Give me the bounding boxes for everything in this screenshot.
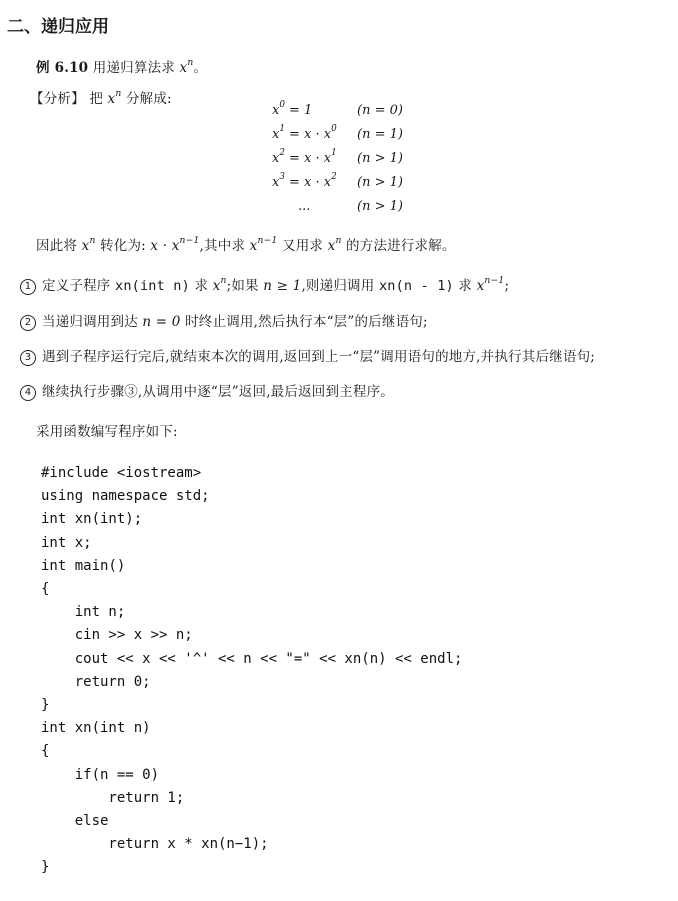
analysis-line: 【分析】 把 $x^n$ 分解成: [30,88,172,107]
step-1: 1 定义子程序 xn(int n) 求 $x^n$;如果 n ≥ 1,则递归调用 xn(n - 1) 求 $x^{n-1}$; [20,274,509,295]
equation-lhs: $x^2 = x \cdot x^1$ [272,148,337,166]
code-line: return 0; [41,673,151,690]
code-line: else [41,813,109,829]
analysis-power: $x^n$ [107,88,122,107]
step-4: 4 继续执行步骤③,从调用中逐“层”返回,最后返回到主程序。 [20,380,394,401]
step-3: 3 遇到子程序运行完后,就结束本次的调用,返回到上一“层”调用语句的地方,并执行其后继语句; [20,345,595,366]
equation-row [0,100,678,123]
code-line: cin >> x >> n; [41,627,193,644]
conversion-line: 因此将 $x^n$ 转化为: $x \cdot x^{n-1}$,其中求 $x^{n-1}$ 又用求 $x^n$ 的方法进行求解。 [36,235,456,254]
equation-lhs: $x^3 = x \cdot x^2$ [272,172,337,190]
section-heading: 二、递归应用 [7,17,109,37]
example-label: 例 6.10 [36,60,89,76]
code-line: int main() [41,557,126,574]
code-line: int x; [41,534,92,551]
code-line: } [41,859,50,876]
code-line: int xn(int); [41,511,143,528]
code-line: return 1; [41,789,185,806]
code-line: { [41,743,50,760]
equation-condition: (n = 1) [357,127,403,142]
equation-lhs: $x^0 = 1$ [272,100,313,118]
equation-row [0,199,678,219]
equation-row [0,172,678,195]
code-line: return x * xn(n−1); [41,836,269,853]
equation-condition: (n > 1) [357,151,403,166]
equation-lhs: ... [298,199,311,214]
analysis-label: 【分析】 [30,91,85,107]
equation-condition: (n > 1) [357,199,403,214]
code-line: } [41,697,50,713]
equation-row [0,124,678,147]
code-intro: 采用函数编写程序如下: [36,424,178,440]
step-number: 2 [20,315,36,331]
example-line: 例 6.10 用递归算法求 $x^n$。 [36,57,208,76]
step-2: 2 当递归调用到达 n = 0 时终止调用,然后执行本“层”的后继语句; [20,310,428,331]
code-line: int n; [41,604,126,621]
code-line: #include <iostream> [41,465,202,481]
code-line: if(n == 0) [41,766,160,783]
code-line: int xn(int n) [41,720,151,737]
equation-condition: (n = 0) [357,103,403,118]
step-code: xn(int n) [115,278,190,294]
code-line: using namespace std; [41,488,210,505]
step-number: 1 [20,279,36,295]
equation-condition: (n > 1) [357,175,403,190]
code-line: { [41,581,50,597]
example-power: $x^n$ [179,57,194,76]
equation-lhs: $x^1 = x \cdot x^0$ [272,124,337,142]
step-number: 4 [20,385,36,401]
example-text: 用递归算法求 [92,60,175,76]
equation-row [0,148,678,171]
code-line: cout << x << '^' << n << "=" << xn(n) << endl; [41,650,463,667]
step-number: 3 [20,350,36,366]
